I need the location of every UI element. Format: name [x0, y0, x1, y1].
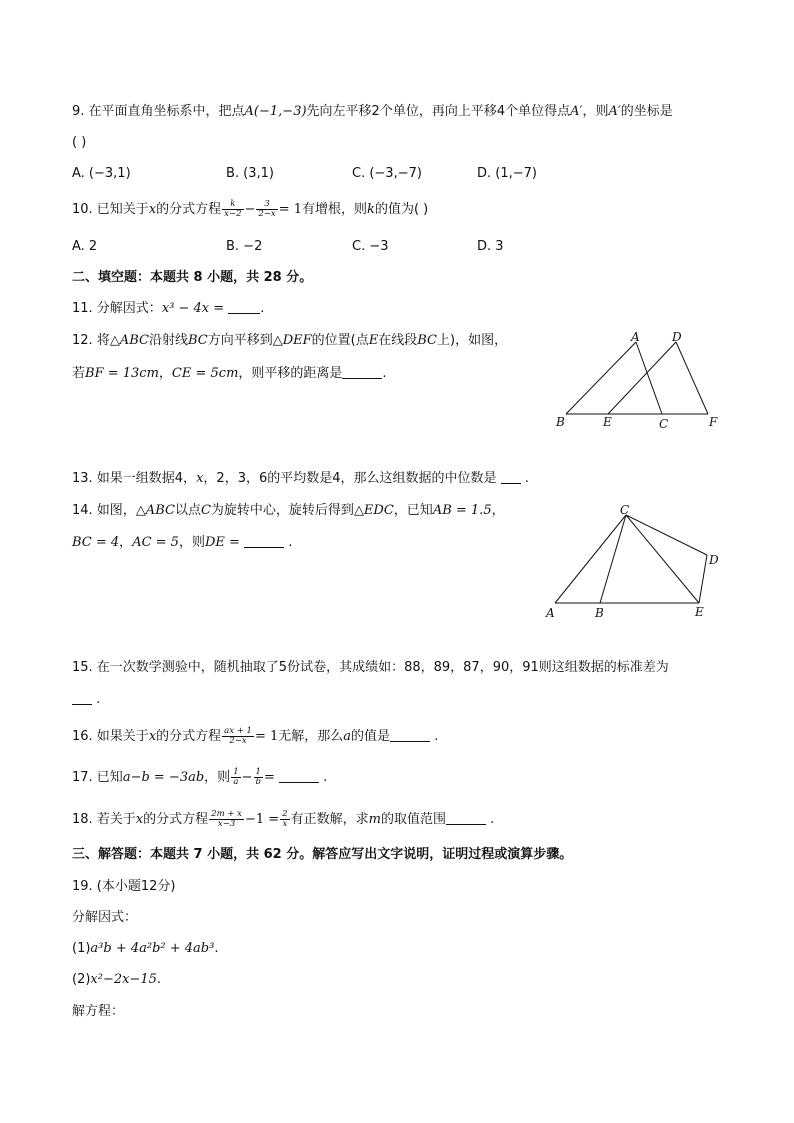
- q16-answer-blank[interactable]: [390, 727, 430, 742]
- q18-fraction-2: $\frac{2}{x}$: [282, 809, 288, 829]
- q12-answer-blank[interactable]: [342, 364, 382, 379]
- q12-stem-line2: 若BF = 13cm，CE = 5cm，则平移的距离是 .: [72, 366, 387, 381]
- q14-label-c: C: [620, 503, 630, 517]
- q10-option-b: B. −2: [226, 239, 263, 254]
- q14-label-d: D: [709, 553, 719, 567]
- q9-answer-paren: ( ): [72, 135, 87, 150]
- q14-side-bc: [600, 515, 626, 603]
- q9-option-a: A. (−3,1): [72, 166, 131, 181]
- q17-answer-blank[interactable]: [279, 768, 319, 783]
- q13-stem: 13. 如果一组数据4，x，2，3，6的平均数是4，那么这组数据的中位数是 .: [72, 471, 529, 486]
- q12-label-e: E: [603, 415, 612, 429]
- q18-fraction-1: $\frac{2m + x}{x-3}$: [211, 809, 242, 829]
- q15-answer-line: .: [72, 690, 100, 710]
- q12-label-a: A: [631, 330, 640, 344]
- q14-stem-line1: 14. 如图，△ABC以点C为旋转中心，旋转后得到△EDC，已知AB = 1.5，: [72, 503, 505, 518]
- q12-label-f: F: [709, 415, 718, 429]
- q17-fraction-1: $\frac{1}{a}$: [233, 767, 239, 787]
- q19-subtitle-factor: 分解因式：: [72, 910, 138, 925]
- q18-stem: 18. 若关于x的分式方程 $\frac{2m + x}{x-3}$ −1 = $\frac{2}{x}$ 有正数解，求m的取值范围 .: [72, 809, 495, 829]
- q9-option-b: B. (3,1): [226, 166, 275, 181]
- q19-title: 19. (本小题12分): [72, 879, 176, 894]
- q9-stem: 9. 在平面直角坐标系中，把点A(−1,−3)先向左平移2个单位，再向上平移4个单位得点A′，则A′的坐标是: [72, 104, 673, 119]
- q16-fraction: $\frac{ax + 1}{2-x}$: [224, 726, 252, 746]
- q10-option-d: D. 3: [477, 239, 504, 254]
- q12-side-df: [676, 342, 708, 414]
- q12-side-de: [608, 342, 676, 414]
- q11-stem: 11. 分解因式：x³ − 4x = .: [72, 301, 265, 316]
- section-2-heading: 二、填空题：本题共 8 小题，共 28 分。: [72, 270, 313, 285]
- q19-part-1: (1)a³b + 4a²b² + 4ab³.: [72, 941, 219, 956]
- q13-answer-blank[interactable]: [501, 469, 521, 484]
- q19-subtitle-solve: 解方程：: [72, 1004, 125, 1019]
- q10-option-a: A. 2: [72, 239, 98, 254]
- q16-stem: 16. 如果关于x的分式方程 $\frac{ax + 1}{2-x}$ = 1无解，那么a的值是 .: [72, 726, 439, 746]
- q12-label-b: B: [556, 415, 565, 429]
- q10-option-c: C. −3: [352, 239, 389, 254]
- q12-label-c: C: [659, 417, 669, 431]
- q14-answer-blank[interactable]: [244, 533, 284, 548]
- q12-side-ab: [566, 342, 636, 414]
- q18-answer-blank[interactable]: [446, 810, 486, 825]
- q11-answer-blank[interactable]: [228, 299, 260, 314]
- q10-fraction-1: $\frac{k}{x-2}$: [224, 199, 242, 219]
- q14-side-cd: [626, 515, 707, 555]
- q14-side-ce: [626, 515, 699, 603]
- q17-fraction-2: $\frac{1}{b}$: [255, 767, 261, 787]
- q12-side-ac: [636, 342, 662, 414]
- q14-label-b: B: [595, 606, 604, 620]
- q15-answer-blank[interactable]: [72, 690, 92, 705]
- q17-stem: 17. 已知a−b = −3ab，则 $\frac{1}{a}$ − $\frac{1}{b}$ = .: [72, 767, 328, 787]
- q14-stem-line2: BC = 4，AC = 5，则DE = .: [72, 535, 293, 550]
- q10-stem: 10. 已知关于x的分式方程 $\frac{k}{x-2}$ − $\frac{3}{2-x}$ = 1有增根，则k的值为( ): [72, 199, 429, 219]
- q9-option-d: D. (1,−7): [477, 166, 537, 181]
- q19-part-2: (2)x²−2x−15.: [72, 972, 162, 987]
- section-3-heading: 三、解答题：本题共 7 小题，共 62 分。解答应写出文字说明，证明过程或演算步骤。: [72, 847, 573, 862]
- q9-option-c: C. (−3,−7): [352, 166, 422, 181]
- q12-translation-figure: [548, 328, 728, 436]
- q12-label-d: D: [672, 330, 682, 344]
- q14-label-a: A: [546, 606, 555, 620]
- q14-rotation-figure: [540, 500, 730, 622]
- q15-stem: 15. 在一次数学测验中，随机抽取了5份试卷，其成绩如：88，89，87，90，91则这组数据的标准差为: [72, 660, 669, 675]
- q14-side-ac: [555, 515, 626, 603]
- q10-fraction-2: $\frac{3}{2-x}$: [258, 199, 276, 219]
- q12-stem-line1: 12. 将△ABC沿射线BC方向平移到△DEF的位置(点E在线段BC上)，如图，: [72, 333, 508, 348]
- q14-side-de: [699, 555, 707, 603]
- q14-label-e: E: [695, 605, 704, 619]
